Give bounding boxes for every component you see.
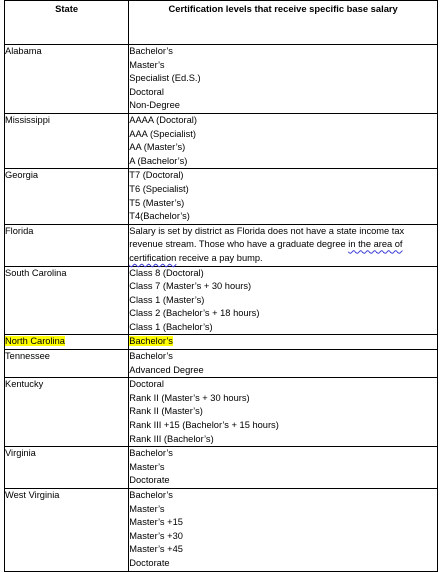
level-item: Rank III (Bachelor’s) bbox=[129, 433, 214, 444]
levels-cell bbox=[129, 335, 438, 350]
state-cell bbox=[5, 447, 129, 489]
state-name: Kentucky bbox=[5, 379, 44, 390]
level-item: Bachelor’s bbox=[129, 490, 173, 500]
table-row bbox=[5, 169, 438, 224]
level-item: Rank II (Master’s) bbox=[129, 406, 203, 417]
table-row bbox=[5, 224, 438, 266]
state-name-wrap bbox=[5, 335, 128, 349]
level-item: Master’s bbox=[129, 503, 165, 514]
level-item: AA (Master’s) bbox=[129, 142, 186, 153]
level-item: Class 1 (Master’s) bbox=[129, 294, 205, 305]
state-cell bbox=[5, 350, 129, 378]
level-item: Doctorate bbox=[129, 475, 170, 486]
level-item: AAA (Specialist) bbox=[129, 128, 196, 139]
state-name: Georgia bbox=[5, 170, 39, 181]
levels-cell bbox=[129, 378, 438, 447]
level-item: Class 8 (Doctoral) bbox=[129, 267, 204, 278]
level-item: Master’s bbox=[129, 461, 165, 472]
state-cell bbox=[5, 489, 129, 572]
level-item: Master’s +15 bbox=[129, 517, 183, 528]
level-item: Master’s bbox=[129, 59, 165, 70]
table-row bbox=[5, 113, 438, 168]
level-item: Non-Degree bbox=[129, 100, 180, 111]
state-name: West Virginia bbox=[5, 490, 60, 500]
level-item: Class 2 (Bachelor’s + 18 hours) bbox=[129, 308, 260, 319]
state-cell bbox=[5, 45, 129, 114]
levels-cell bbox=[129, 113, 438, 168]
level-item: T7 (Doctoral) bbox=[129, 170, 184, 181]
levels-cell bbox=[129, 266, 438, 335]
state-name: North Carolina bbox=[5, 336, 65, 347]
level-item: Bachelor’s bbox=[129, 351, 173, 362]
table-row bbox=[5, 45, 438, 114]
table-row bbox=[5, 447, 438, 489]
level-item-wrap bbox=[129, 335, 437, 349]
table-row bbox=[5, 489, 438, 572]
table-row bbox=[5, 378, 438, 447]
certification-table bbox=[4, 0, 438, 572]
state-name: Virginia bbox=[5, 448, 36, 459]
table-row bbox=[5, 350, 438, 378]
level-item: Doctoral bbox=[129, 379, 164, 390]
levels-cell bbox=[129, 224, 438, 266]
florida-note bbox=[129, 225, 437, 266]
state-name: South Carolina bbox=[5, 267, 67, 278]
level-item: Master’s +30 bbox=[129, 530, 183, 541]
levels-cell bbox=[129, 45, 438, 114]
level-item: Advanced Degree bbox=[129, 364, 204, 375]
levels-cell bbox=[129, 489, 438, 572]
level-item: Rank III +15 (Bachelor’s + 15 hours) bbox=[129, 420, 279, 431]
state-name: Mississippi bbox=[5, 114, 50, 125]
state-name: Florida bbox=[5, 225, 34, 236]
header-levels: Certification levels that receive specific base salary bbox=[129, 1, 438, 45]
state-name: Tennessee bbox=[5, 351, 50, 362]
level-item: AAAA (Doctoral) bbox=[129, 114, 197, 125]
state-cell bbox=[5, 378, 129, 447]
levels-cell bbox=[129, 350, 438, 378]
level-item: T4(Bachelor’s) bbox=[129, 211, 190, 222]
florida-note-part: Salary is set by district as Florida does not have a state income tax revenue stream. Those who have a graduate degree bbox=[129, 225, 405, 250]
level-item: Class 1 (Bachelor’s) bbox=[129, 321, 213, 332]
state-cell bbox=[5, 335, 129, 350]
levels-cell bbox=[129, 447, 438, 489]
levels-cell bbox=[129, 169, 438, 224]
level-item: Doctorate bbox=[129, 557, 170, 568]
level-item: Doctoral bbox=[129, 86, 164, 97]
table-header-row bbox=[5, 1, 438, 45]
level-item: Bachelor’s bbox=[129, 448, 173, 459]
level-item: Bachelor’s bbox=[129, 46, 173, 56]
state-cell bbox=[5, 113, 129, 168]
header-state: State bbox=[5, 1, 129, 45]
state-cell bbox=[5, 169, 129, 224]
level-item: Specialist (Ed.S.) bbox=[129, 73, 201, 84]
state-cell bbox=[5, 224, 129, 266]
level-item: A (Bachelor’s) bbox=[129, 155, 188, 166]
florida-note-underlined: in the area of certification bbox=[129, 239, 403, 263]
state-name: Alabama bbox=[5, 46, 42, 56]
florida-note-part: receive a pay bump. bbox=[176, 252, 263, 263]
level-item: Class 7 (Master’s + 30 hours) bbox=[129, 281, 252, 292]
level-item: Rank II (Master’s + 30 hours) bbox=[129, 392, 250, 403]
level-item: Bachelor’s bbox=[129, 336, 173, 347]
table-row-highlighted bbox=[5, 335, 438, 350]
level-item: T5 (Master’s) bbox=[129, 197, 185, 208]
level-item: Master’s +45 bbox=[129, 544, 183, 555]
level-item: T6 (Specialist) bbox=[129, 183, 189, 194]
table-row bbox=[5, 266, 438, 335]
state-cell bbox=[5, 266, 129, 335]
